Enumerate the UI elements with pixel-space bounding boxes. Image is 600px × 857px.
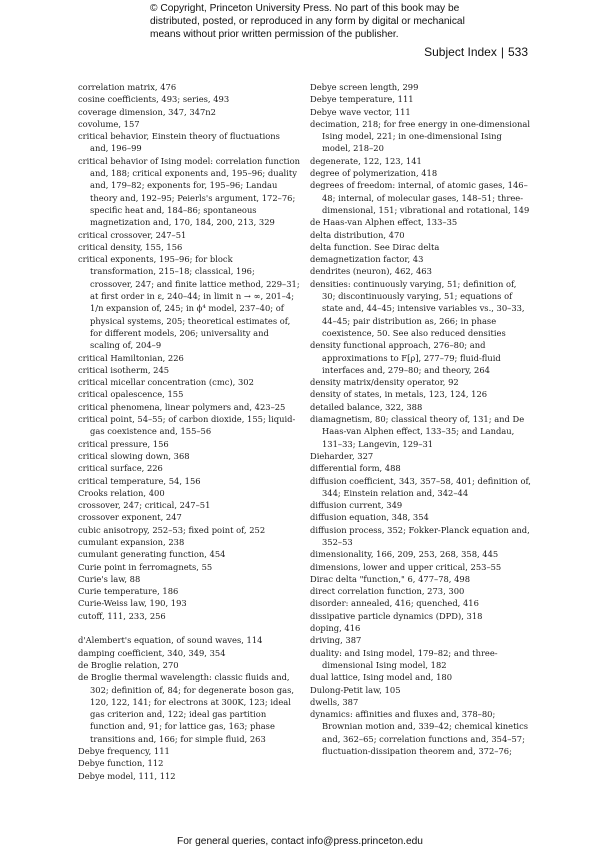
- index-entry: Dulong-Petit law, 105: [310, 684, 401, 695]
- index-entry: Debye function, 112: [78, 758, 164, 769]
- copyright-notice: © Copyright, Princeton University Press. No part of this book may be distributed, posted, or reproduced in any form by digital or mechanical means without prior written permission of the publisher.: [150, 3, 465, 40]
- index-entry: covolume, 157: [78, 118, 140, 129]
- index-entry: Dirac delta "function," 6, 477–78, 498: [310, 573, 471, 584]
- index-entry: dwells, 387: [310, 696, 359, 707]
- index-entry: critical density, 155, 156: [78, 241, 183, 252]
- index-entry: critical slowing down, 368: [78, 450, 190, 461]
- index-entry: correlation matrix, 476: [78, 82, 177, 92]
- index-entry: Debye wave vector, 111: [310, 106, 411, 117]
- index-entry: coverage dimension, 347, 347n2: [78, 106, 216, 117]
- index-entry: decimation, 218; for free energy in one-dimensional Ising model, 221; in one-dimensional Ising model, 218–20: [310, 118, 530, 154]
- index-entry: cosine coefficients, 493; series, 493: [78, 94, 230, 105]
- page-number: 533: [507, 45, 528, 59]
- index-entry: critical surface, 226: [78, 463, 163, 474]
- index-entry: differential form, 488: [310, 463, 401, 474]
- index-entry: diffusion process, 352; Fokker-Planck equation and, 352–53: [310, 524, 530, 547]
- index-entry: Debye temperature, 111: [310, 94, 414, 105]
- index-entry: critical micellar concentration (cmc), 302: [78, 377, 254, 388]
- index-entry: diffusion coefficient, 343, 357–58, 401; definition of, 344; Einstein relation and, 342–44: [310, 475, 531, 498]
- index-entry: density matrix/density operator, 92: [310, 377, 459, 388]
- index-entry: de Broglie thermal wavelength: classic fluids and, 302; definition of, 84; for degenerate boson gas, 120, 122, 141; for electrons at 300K, 123; ideal gas criterion and, 122; ideal gas partition function and, 91; for lattice gas, 163; phase transitions and, 166; for simple fluid, 263: [78, 672, 295, 744]
- index-entry: critical Hamiltonian, 226: [78, 352, 184, 363]
- index-entry: Dieharder, 327: [310, 450, 374, 461]
- index-entry: critical phenomena, linear polymers and, 423–25: [78, 401, 286, 412]
- index-entry: delta function. See Dirac delta: [310, 241, 440, 252]
- index-entry: demagnetization factor, 43: [310, 254, 424, 265]
- index-entry: Curie temperature, 186: [78, 586, 179, 597]
- index-entry: Crooks relation, 400: [78, 487, 165, 498]
- index-entry: critical pressure, 156: [78, 438, 169, 449]
- header-separator: |: [500, 45, 504, 59]
- index-entry: crossover, 247; critical, 247–51: [78, 500, 211, 511]
- index-entry: density of states, in metals, 123, 124, 126: [310, 389, 488, 400]
- index-entry: dissipative particle dynamics (DPD), 318: [310, 610, 483, 621]
- index-entry: delta distribution, 470: [310, 229, 405, 240]
- running-header-title: Subject Index: [424, 45, 497, 59]
- index-entry: diamagnetism, 80; classical theory of, 131; and De Haas-van Alphen effect, 133–35; and Landau, 131–33; Langevin, 129–31: [310, 414, 525, 449]
- index-entry: direct correlation function, 273, 300: [310, 586, 465, 597]
- index-entry: degrees of freedom: internal, of atomic gases, 146–48; internal, of molecular gases, 148–51; three-dimensional, 151; vibrational and rotational, 149: [310, 180, 530, 215]
- index-entry: dynamics: affinities and fluxes and, 378–80; Brownian motion and, 339–42; chemical kinetics and, 362–65; correlation functions and, 354–57; fluctuation-dissipation theorem and, 372–76;: [310, 709, 529, 757]
- index-entry: critical opalescence, 155: [78, 389, 184, 400]
- index-entry: de Haas-van Alphen effect, 133–35: [310, 217, 458, 228]
- index-entry: density functional approach, 276–80; and approximations to F[ρ], 277–79; fluid-fluid interfaces and, 279–80; and theory, 264: [310, 340, 501, 375]
- index-entry: de Broglie relation, 270: [78, 659, 179, 670]
- index-entry: dimensionality, 166, 209, 253, 268, 358, 445: [310, 549, 499, 560]
- index-entry: duality: and Ising model, 179–82; and three-dimensional Ising model, 182: [310, 647, 498, 670]
- index-entry: critical exponents, 195–96; for block transformation, 215–18; classical, 196; crossover, 247; and finite lattice method, 229–31; at first order in ε, 240–44; in limit n → ∞, 201–4; 1/n expansion of, 245; in ϕ⁴ model, 237–40; of physical systems, 205; theoretical estimates of, for different models, 206; universality and scaling of, 204–9: [78, 254, 300, 351]
- index-entry: critical point, 54–55; of carbon dioxide, 155; liquid-gas coexistence and, 155–56: [78, 414, 296, 437]
- index-column-left: [78, 81, 300, 782]
- index-column-right: [310, 81, 532, 757]
- index-entry: diffusion current, 349: [310, 500, 403, 511]
- index-entry: Debye model, 111, 112: [78, 770, 176, 781]
- index-entry: Curie-Weiss law, 190, 193: [78, 598, 187, 609]
- index-entry: dual lattice, Ising model and, 180: [310, 672, 453, 683]
- index-entry: densities: continuously varying, 51; definition of, 30; discontinuously varying, 51; equations of state and, 44–45; intensive variables vs., 30–33, 44–45; pair distribution as, 266; in phase coexistence, 50. See also reduced densities: [310, 278, 525, 338]
- footer-contact: For general queries, contact info@press.princeton.edu: [177, 836, 423, 847]
- index-entry: cumulant generating function, 454: [78, 549, 226, 560]
- index-entry: degenerate, 122, 123, 141: [310, 155, 422, 166]
- index-entry: critical behavior of Ising model: correlation function and, 188; critical exponents and, 195–96; duality and, 179–82; exponents for, 195–96; Landau theory and, 192–95; Peierls's argument, 172–76; specific heat and, 184–86; spontaneous magnetization and, 170, 184, 200, 213, 329: [78, 155, 300, 228]
- index-entry: disorder: annealed, 416; quenched, 416: [310, 598, 479, 609]
- index-entry: Curie point in ferromagnets, 55: [78, 561, 213, 572]
- index-entry: diffusion equation, 348, 354: [310, 512, 429, 523]
- index-entry: dimensions, lower and upper critical, 253–55: [310, 561, 502, 572]
- index-entry: critical isotherm, 245: [78, 364, 170, 375]
- index-entry: d'Alembert's equation, of sound waves, 114: [78, 635, 263, 646]
- index-entry: cubic anisotropy, 252–53; fixed point of, 252: [78, 524, 266, 535]
- index-entry: degree of polymerization, 418: [310, 168, 438, 179]
- index-entry: crossover exponent, 247: [78, 512, 182, 523]
- index-entry: cumulant expansion, 238: [78, 536, 185, 547]
- index-entry: critical crossover, 247–51: [78, 229, 187, 240]
- index-entry: critical temperature, 54, 156: [78, 475, 201, 486]
- index-entry: Debye screen length, 299: [310, 82, 419, 92]
- index-entry: Curie's law, 88: [78, 573, 141, 584]
- index-entry: doping, 416: [310, 623, 361, 634]
- running-header: [424, 45, 528, 59]
- index-entry: dendrites (neuron), 462, 463: [310, 266, 432, 277]
- index-entry: detailed balance, 322, 388: [310, 401, 423, 412]
- index-entry: critical behavior, Einstein theory of fluctuations and, 196–99: [78, 131, 280, 154]
- index-entry: cutoff, 111, 233, 256: [78, 610, 166, 621]
- index-entry: Debye frequency, 111: [78, 746, 170, 757]
- index-entry: driving, 387: [310, 635, 362, 646]
- index-entry: damping coefficient, 340, 349, 354: [78, 647, 226, 658]
